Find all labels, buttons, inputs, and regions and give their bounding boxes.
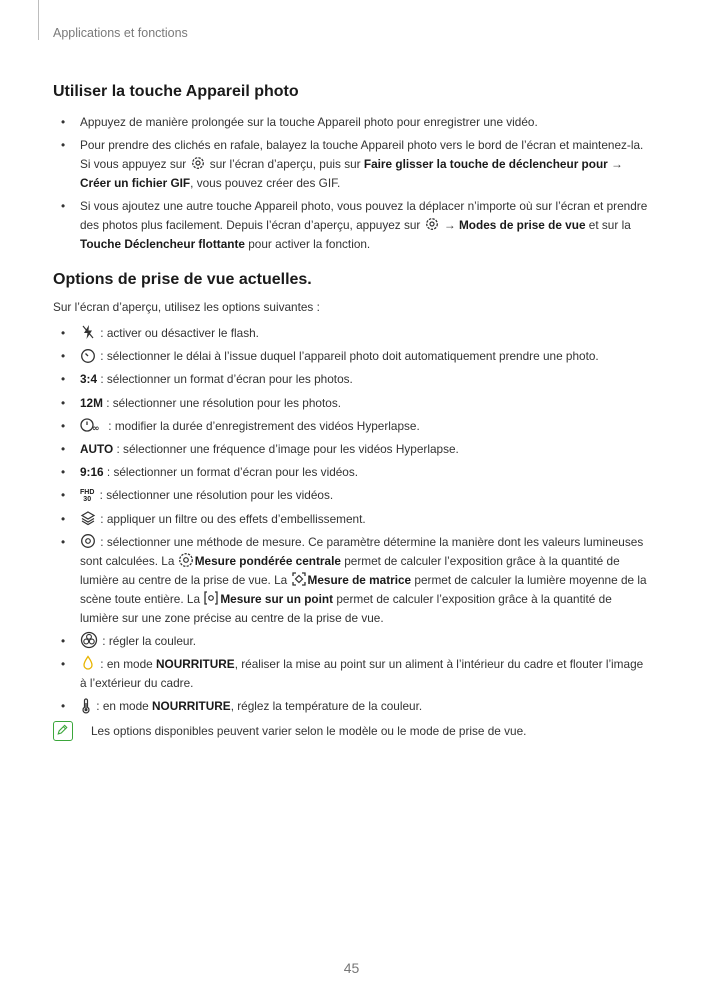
list-item: • Appuyez de manière prolongée sur la touche Appareil photo pour enregistrer une vidéo. xyxy=(53,113,648,132)
section-title-camera-button: Utiliser la touche Appareil photo xyxy=(53,83,299,100)
list-item: • : activer ou désactiver le flash. xyxy=(53,324,648,343)
list-item: • 12M : sélectionner une résolution pour les photos. xyxy=(53,394,648,413)
flash-off-icon xyxy=(80,324,96,340)
spot-metering-icon xyxy=(203,590,219,606)
list-item: • Pour prendre des clichés en rafale, balayez la touche Appareil photo vers le bord de l’écran et maintenez-la. Si vous appuyez sur sur l’écran d’aperçu, puis sur Faire glisser la touche de déclencheur pour → Créer un fichier GIF, vous pouvez créer des GIF. xyxy=(53,136,648,193)
note-pencil-icon xyxy=(53,721,73,741)
svg-text:∞: • ∞ xyxy=(92,424,100,434)
note-box xyxy=(53,721,653,743)
matrix-metering-icon xyxy=(291,571,307,587)
timer-icon xyxy=(80,348,96,364)
list-item: • ∞ : modifier la durée d’enregistrement des vidéos Hyperlapse. xyxy=(53,417,648,436)
page-number: 45 xyxy=(343,960,360,976)
list-item: • 9:16 : sélectionner un format d’écran pour les vidéos. xyxy=(53,463,648,482)
list-item: • : sélectionner le délai à l’issue duquel l’appareil photo doit automatiquement prendre une photo. xyxy=(53,347,648,366)
list-item: • AUTO : sélectionner une fréquence d’image pour les vidéos Hyperlapse. xyxy=(53,440,648,459)
list-item: • FHD 30 : sélectionner une résolution pour les vidéos. xyxy=(53,486,648,505)
section-header: Applications et fonctions xyxy=(53,26,188,40)
section-title-shooting-options: Options de prise de vue actuelles. xyxy=(53,271,312,288)
center-weighted-icon xyxy=(178,552,194,568)
settings-gear-icon xyxy=(424,216,440,232)
list-item: • : régler la couleur. xyxy=(53,632,648,651)
shooting-options-list xyxy=(53,324,648,720)
camera-button-list xyxy=(53,113,648,258)
header-divider xyxy=(38,0,39,40)
filter-icon xyxy=(80,510,96,526)
metering-icon xyxy=(80,533,96,549)
list-item: • 3:4 : sélectionner un format d’écran pour les photos. xyxy=(53,370,648,389)
list-item: • : en mode NOURRITURE, réglez la température de la couleur. xyxy=(53,697,648,716)
list-item: • : appliquer un filtre ou des effets d’embellissement. xyxy=(53,510,648,529)
color-tone-icon xyxy=(80,631,98,649)
food-focus-icon xyxy=(80,655,96,671)
settings-gear-icon xyxy=(190,155,206,171)
note-text: Les options disponibles peuvent varier selon le modèle ou le mode de prise de vue. xyxy=(91,724,527,738)
video-resolution-icon: FHD 30 xyxy=(80,489,95,504)
hyperlapse-duration-icon xyxy=(80,417,104,433)
list-item: • Si vous ajoutez une autre touche Appareil photo, vous pouvez la déplacer n’importe où sur l’écran et prendre des photos plus facilement. Depuis l’écran d’aperçu, appuyez sur → Modes de prise de vue et sur la Touche Déclencheur flottante pour activer la fonction. xyxy=(53,197,648,254)
list-item: • : sélectionner une méthode de mesure. Ce paramètre détermine la manière dont les valeurs lumineuses sont calculées. La Mesure pondérée centrale permet de calculer l’exposition grâce à la quantité de lumière au centre de la prise de vue. La Mesure de matrice permet de calculer la lumière moyenne de la scène toute entière. La Mesure sur un point permet de calculer l’exposition grâce à la quantité de lumière sur une zone précise au centre de la prise de vue. xyxy=(53,533,648,628)
list-item: • : en mode NOURRITURE, réaliser la mise au point sur un aliment à l’intérieur du cadre et flouter l’image à l’extérieur du cadre. xyxy=(53,655,648,693)
thermometer-icon xyxy=(80,698,92,714)
shooting-options-intro: Sur l’écran d’aperçu, utilisez les options suivantes : xyxy=(53,300,320,314)
